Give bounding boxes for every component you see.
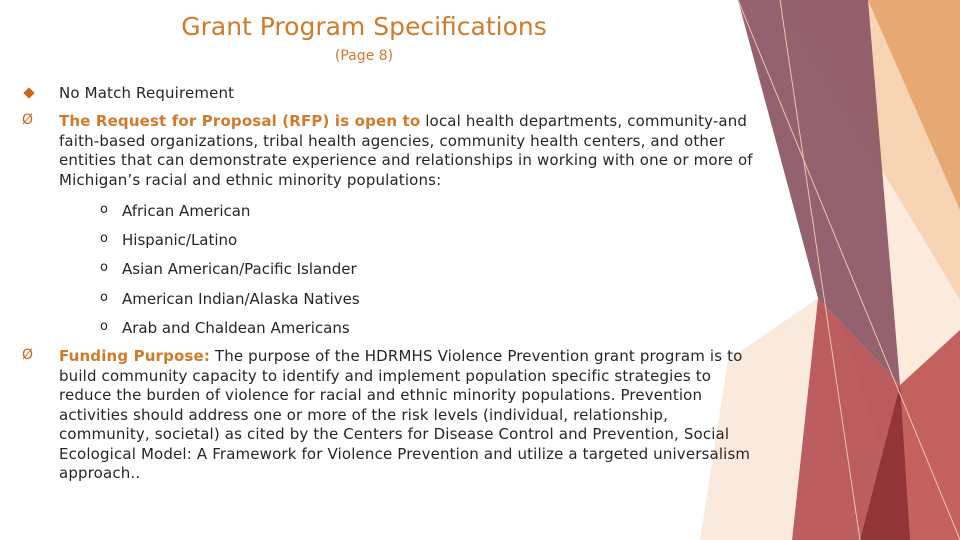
list-item [100,201,520,221]
rfp-body-text: local health departments, community-and faith-based organizations, tribal health agencies, community health centers, and other entities that can demonstrate experience and relationships in working with one or more of Michigan’s racial and ethnic minority populations: [59,112,753,189]
funding-body-text: The purpose of the HDRMHS Violence Prevention grant program is to build community capacity to identify and implement population specific strategies to reduce the burden of violence for racial and ethnic minority populations. Prevention activities should address one or more of the risk levels (individual, relationship, community, societal) as cited by the Centers for Disease Control and Prevention, Social Ecological Model: A Framework for Violence Prevention and utilize a targeted universalism approach.. [59,347,751,482]
list-item [100,289,520,309]
slide-subtitle: (Page 8) [334,48,394,64]
bullet-rfp [22,112,762,190]
list-item [100,318,520,338]
funding-highlight: Funding Purpose: [59,347,210,365]
population-label: Hispanic/Latino [122,231,238,249]
diamond-bullet-icon [22,84,33,101]
circle-bullet-icon: o [100,290,108,305]
circle-bullet-icon: o [100,202,108,217]
arrowhead-bullet-icon: Ø [22,112,34,128]
rfp-highlight: The Request for Proposal (RFP) is open to [59,112,421,130]
arrowhead-bullet-icon: Ø [22,347,34,363]
circle-bullet-icon: o [100,319,108,334]
slide-title: Grant Program Specifications [181,12,547,41]
population-label: American Indian/Alaska Natives [122,290,360,308]
circle-bullet-icon: o [100,260,108,275]
funding-paragraph [59,347,762,484]
population-label: African American [122,202,251,220]
circle-bullet-icon: o [100,231,108,246]
bullet-no-match [22,84,762,104]
bullet-rfp-paragraph [59,112,762,190]
bullet-text: No Match Requirement [59,84,235,102]
bullet-funding-purpose [22,347,762,484]
list-item [100,259,520,279]
list-item [100,230,520,250]
population-label: Asian American/Pacific Islander [122,260,357,278]
population-label: Arab and Chaldean Americans [122,319,350,337]
